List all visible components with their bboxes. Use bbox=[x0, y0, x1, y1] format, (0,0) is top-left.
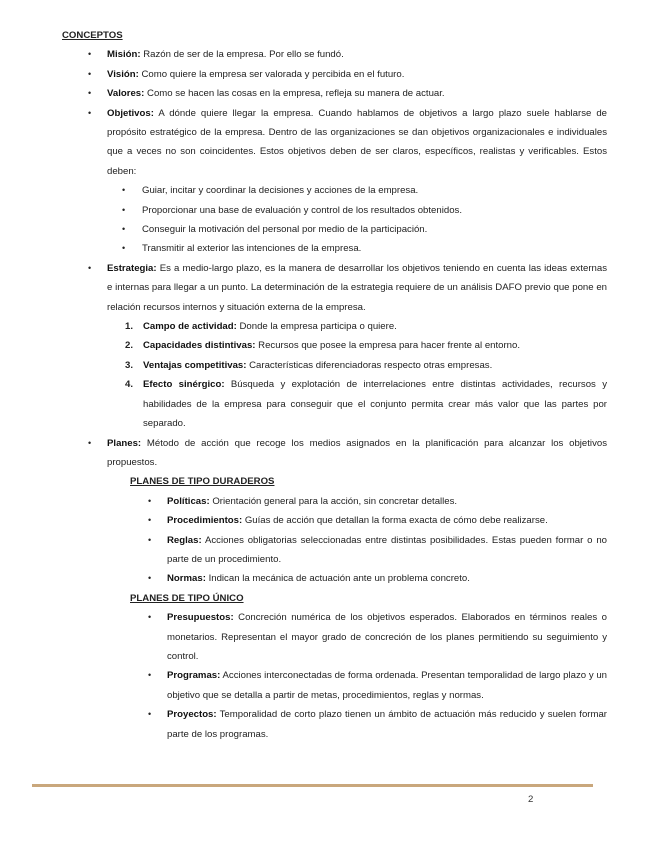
plan-item bbox=[62, 705, 607, 744]
term: Proyectos: bbox=[167, 709, 217, 721]
bullet-icon: • bbox=[148, 495, 152, 506]
bullet-icon: • bbox=[148, 670, 152, 681]
sub-list-item bbox=[62, 220, 607, 239]
bullet-icon: • bbox=[88, 437, 92, 448]
sub-list-item bbox=[62, 201, 607, 220]
bullet-icon: • bbox=[148, 534, 152, 545]
plan-item bbox=[62, 569, 607, 588]
bullet-icon: • bbox=[122, 243, 126, 254]
list-item-valores bbox=[62, 84, 607, 103]
bullet-icon: • bbox=[122, 185, 126, 196]
definition: Orientación general para la acción, sin concretar detalles. bbox=[209, 495, 458, 507]
list-item-mision bbox=[62, 45, 607, 64]
term: Visión: bbox=[107, 68, 139, 80]
definition: Indican la mecánica de actuación ante un problema concreto. bbox=[205, 573, 470, 585]
plan-item bbox=[62, 511, 607, 530]
definition: Guías de acción que detallan la forma exacta de cómo debe realizarse. bbox=[242, 515, 548, 527]
definition: Características diferenciadoras respecto otras empresas. bbox=[246, 359, 493, 371]
term: Planes: bbox=[107, 437, 142, 449]
definition: Recursos que posee la empresa para hacer frente al entorno. bbox=[255, 340, 521, 352]
subsection-heading-duraderos: PLANES DE TIPO DURADEROS bbox=[130, 476, 275, 488]
bullet-icon: • bbox=[148, 709, 152, 720]
numbered-item bbox=[62, 317, 607, 336]
item-number: 1. bbox=[125, 321, 134, 333]
sub-item-text: Conseguir la motivación del personal por medio de la participación. bbox=[142, 224, 428, 236]
term: Reglas: bbox=[167, 534, 202, 546]
bullet-icon: • bbox=[148, 612, 152, 623]
bullet-icon: • bbox=[122, 204, 126, 215]
bullet-icon: • bbox=[148, 515, 152, 526]
term: Normas: bbox=[167, 573, 206, 585]
term: Procedimientos: bbox=[167, 515, 243, 527]
plan-item bbox=[62, 492, 607, 511]
term: Valores: bbox=[107, 88, 145, 100]
sub-item-text: Proporcionar una base de evaluación y control de los resultados obtenidos. bbox=[142, 204, 462, 216]
term: Ventajas competitivas: bbox=[143, 359, 247, 371]
list-item-estrategia bbox=[62, 259, 607, 317]
item-number: 4. bbox=[125, 379, 134, 391]
list-item-objetivos bbox=[62, 104, 607, 182]
item-number: 3. bbox=[125, 359, 134, 371]
bullet-icon: • bbox=[148, 573, 152, 584]
sub-list-item bbox=[62, 239, 607, 258]
plan-item bbox=[62, 666, 607, 705]
plan-item bbox=[62, 531, 607, 570]
numbered-item bbox=[62, 356, 607, 375]
bullet-icon: • bbox=[88, 88, 92, 99]
term: Presupuestos: bbox=[167, 612, 234, 624]
footer-divider bbox=[32, 784, 593, 787]
definition: Método de acción que recoge los medios asignados en la planificación para alcanzar los objetivos propuestos. bbox=[107, 437, 607, 468]
definition: Concreción numérica de los objetivos esperados. Elaborados en términos reales o monetarios. Representan el mayor grado de concreción de los planes permitiendo su seguimiento y control. bbox=[167, 612, 607, 662]
term: Objetivos: bbox=[107, 107, 154, 119]
sub-item-text: Guiar, incitar y coordinar la decisiones y acciones de la empresa. bbox=[142, 185, 419, 197]
page-content bbox=[62, 26, 607, 744]
definition: Búsqueda y explotación de interrelaciones entre distintas actividades, recursos y habilidades de la empresa para conseguir que el conjunto permita crear más valor que las partes por separado. bbox=[143, 379, 607, 430]
definition: Razón de ser de la empresa. Por ello se fundó. bbox=[140, 49, 344, 61]
bullet-icon: • bbox=[122, 224, 126, 235]
sub-list-item bbox=[62, 181, 607, 200]
term: Efecto sinérgico: bbox=[143, 379, 225, 391]
list-item-planes bbox=[62, 434, 607, 473]
term: Campo de actividad: bbox=[143, 321, 237, 333]
term: Estrategia: bbox=[107, 262, 157, 274]
bullet-icon: • bbox=[88, 262, 92, 273]
definition: Como quiere la empresa ser valorada y percibida en el futuro. bbox=[138, 68, 405, 80]
definition: Acciones interconectadas de forma ordenada. Presentan temporalidad de largo plazo y un objetivo que se detalla a partir de metas, procedimientos, reglas y normas. bbox=[167, 670, 607, 701]
bullet-icon: • bbox=[88, 107, 92, 118]
sub-item-text: Transmitir al exterior las intenciones de la empresa. bbox=[142, 243, 362, 255]
numbered-item bbox=[62, 336, 607, 355]
definition: Temporalidad de corto plazo tienen un ámbito de actuación más reducido y suelen formar parte de los programas. bbox=[167, 709, 607, 740]
term: Misión: bbox=[107, 49, 141, 61]
bullet-icon: • bbox=[88, 68, 92, 79]
bullet-icon: • bbox=[88, 49, 92, 60]
plan-item bbox=[62, 608, 607, 666]
definition: Como se hacen las cosas en la empresa, refleja su manera de actuar. bbox=[144, 88, 445, 100]
section-heading: CONCEPTOS bbox=[62, 30, 123, 41]
numbered-item bbox=[62, 375, 607, 433]
list-item-vision bbox=[62, 65, 607, 84]
term: Capacidades distintivas: bbox=[143, 340, 256, 352]
definition: Es a medio-largo plazo, es la manera de desarrollar los objetivos teniendo en cuenta las ideas externas e internas para llegar a un punto. La determinación de la estrategia requiere de un análisis DAFO previo que pone en relación recursos internos y situación externa de la empresa. bbox=[107, 262, 607, 313]
definition: Acciones obligatorias seleccionadas entre distintas posibilidades. Estas pueden formar o no parte de un procedimiento. bbox=[167, 534, 607, 565]
subsection-heading-unico: PLANES DE TIPO ÚNICO bbox=[130, 592, 244, 604]
definition: Donde la empresa participa o quiere. bbox=[236, 321, 397, 333]
term: Programas: bbox=[167, 670, 221, 682]
page-number: 2 bbox=[528, 794, 534, 805]
term: Políticas: bbox=[167, 495, 210, 507]
definition: A dónde quiere llegar la empresa. Cuando hablamos de objetivos a largo plazo suele hablarse de propósito estratégico de la empresa. Dentro de las organizaciones se dan objetivos organizacionales e individuales que a veces no son coincidentes. Estos objetivos deben de ser claros, específicos, realistas y verificables. Estos deben: bbox=[107, 107, 607, 177]
item-number: 2. bbox=[125, 340, 134, 352]
